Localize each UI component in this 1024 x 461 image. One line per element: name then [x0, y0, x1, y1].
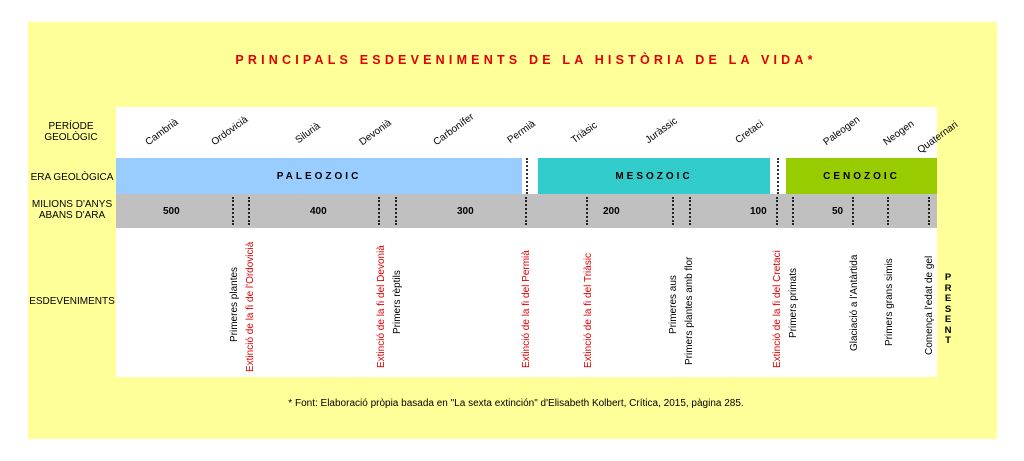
period-label: Silurià	[293, 120, 323, 146]
period-label: Devonià	[357, 117, 394, 148]
period-label: Quaternari	[915, 119, 961, 156]
year-tick	[248, 197, 250, 225]
period-label: Ordovicià	[209, 114, 251, 148]
present-text	[942, 273, 954, 347]
era-boundary	[526, 158, 528, 194]
event-label: Primers rèptils	[392, 270, 403, 334]
year-tick	[776, 197, 778, 225]
year-label: 500	[163, 206, 180, 217]
year-tick	[525, 197, 527, 225]
year-label: 50	[832, 206, 844, 217]
year-tick	[586, 197, 588, 225]
event-label: Primeres aus	[668, 275, 679, 334]
year-label: 200	[603, 206, 620, 217]
event-label: Extinció de la fi del Devonià	[376, 245, 387, 368]
event-label: Primers plantes amb flor	[684, 256, 695, 365]
present-letter: E	[944, 293, 952, 304]
period-label: Triàsic	[569, 120, 600, 146]
event-label: Comença l'edat de gel	[924, 255, 935, 355]
event-label: Primeres plantes	[229, 266, 240, 342]
row-label-era: ERA GEOLÒGICA	[30, 172, 114, 183]
row-label-years: MILIONS D'ANYS ABANS D'ARA	[31, 199, 113, 221]
period-label: Cretaci	[733, 118, 766, 146]
present-letter: P	[944, 272, 952, 283]
period-label: Permià	[505, 118, 538, 146]
page-title: PRINCIPALS ESDEVENIMENTS DE LA HISTÒRIA DE LA VIDA*	[235, 53, 817, 67]
era-cenozoic: CENOZOIC	[786, 158, 937, 194]
year-tick	[672, 197, 674, 225]
period-label: Neogen	[881, 118, 917, 148]
year-label: 100	[750, 206, 767, 217]
row-label-period: PERÍODE GEOLÒGIC	[44, 121, 98, 143]
event-label: Extinció de la fi de l'Ordovicià	[245, 241, 256, 372]
year-tick	[395, 197, 397, 225]
footnote: * Font: Elaboració pròpia basada en "La sexta extinción" d'Elisabeth Kolbert, Crítica, 2015, pàgina 285.	[288, 398, 744, 409]
year-label: 300	[457, 206, 474, 217]
era-mesozoic: MESOZOIC	[538, 158, 770, 194]
year-label: 400	[310, 206, 327, 217]
event-label: Primers primats	[788, 267, 799, 338]
era-paleozoic: PALEOZOIC	[116, 158, 522, 194]
event-label: Extinció de la fi del Triàsic	[583, 252, 594, 368]
event-label: Primers grans simis	[884, 258, 895, 346]
period-label: Juràssic	[643, 115, 680, 146]
present-letter: E	[944, 314, 952, 325]
row-label-events: ESDEVENIMENTS	[29, 296, 115, 307]
period-label: Paleogen	[821, 114, 863, 148]
year-tick	[928, 197, 930, 225]
year-tick	[792, 197, 794, 225]
period-label: Cambrià	[143, 116, 181, 148]
present-letter: T	[945, 335, 951, 346]
year-tick	[887, 197, 889, 225]
period-label: Carbonífer	[431, 111, 477, 148]
year-tick	[378, 197, 380, 225]
event-label: Extinció de la fi del Cretaci	[772, 250, 783, 368]
event-label: Extinció de la fi del Permià	[521, 250, 532, 368]
year-tick	[689, 197, 691, 225]
present-letter: R	[944, 282, 952, 294]
event-label: Glaciació a l'Antàrtida	[849, 254, 860, 351]
present-letter: N	[944, 324, 952, 336]
period-row	[116, 107, 961, 158]
year-tick	[232, 197, 234, 225]
era-boundary	[777, 158, 779, 194]
year-tick	[852, 197, 854, 225]
present-label	[942, 273, 954, 347]
present-letter: S	[944, 303, 952, 315]
